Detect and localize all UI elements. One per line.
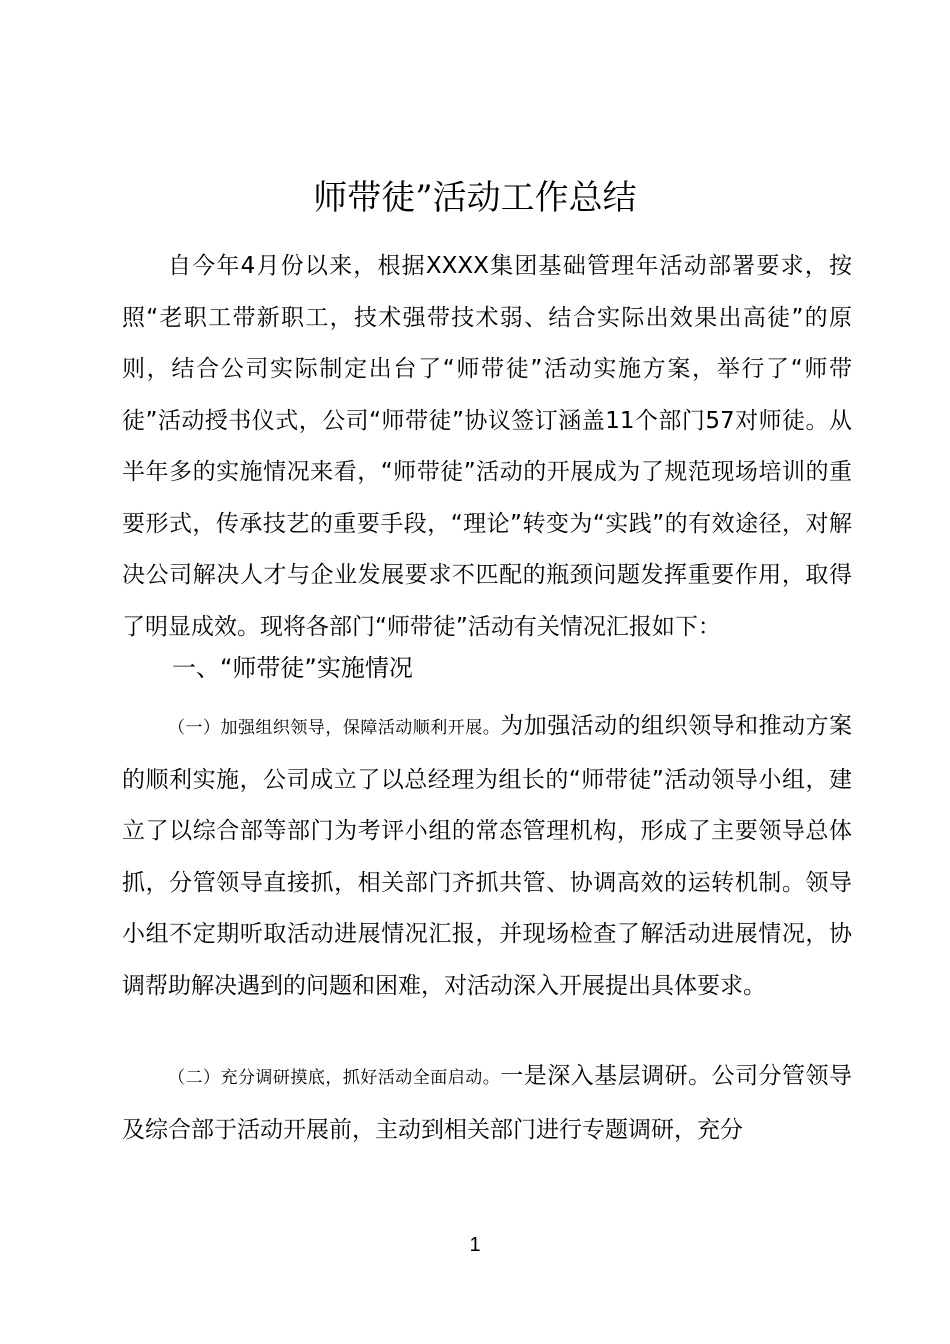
document-title: 师带徒”活动工作总结 [313,177,637,218]
subsection-text-1: 为加强活动的组织领导和推动方案的顺利实施，公司成立了以总经理为组长的“师带徒”活动领导小组，建立了以综合部等部门为考评小组的常态管理机构，形成了主要领导总体抓，分管领导直接抓，相关部门齐抓共管、协调高效的运转机制。领导小组不定期听取活动进展情况汇报，并现场检查了解活动进展情况，协调帮助解决遇到的问题和困难，对活动深入开展提出具体要求。 [122,713,853,999]
subsection-label-2: （二）充分调研摸底，抓好活动全面启动。 [168,1068,501,1088]
subsection-text-2: 一是深入基层调研。公司分管领导及综合部于活动开展前，主动到相关部门进行专题调研，充分 [122,1063,853,1143]
subsection-label-1: （一）加强组织领导，保障活动顺利开展。 [168,718,501,738]
subsection-paragraph-1 [122,701,852,1012]
section-heading: 一、“师带徒”实施情况 [172,654,413,682]
intro-paragraph: 自今年4月份以来，根据XXXX集团基础管理年活动部署要求，按照“老职工带新职工，技术强带技术弱、结合实际出效果出高徒”的原则，结合公司实际制定出台了“师带徒”活动实施方案，举行了“师带徒”活动授书仪式，公司“师带徒”协议签订涵盖11个部门57对师徒。从半年多的实施情况来看，“师带徒”活动的开展成为了规范现场培训的重要形式，传承技艺的重要手段，“理论”转变为“实践”的有效途径，对解决公司解决人才与企业发展要求不匹配的瓶颈问题发挥重要作用，取得了明显成效。现将各部门“师带徒”活动有关情况汇报如下： [122,253,852,640]
subsection-paragraph-2 [122,1051,852,1156]
page-number: 1 [469,1234,481,1256]
